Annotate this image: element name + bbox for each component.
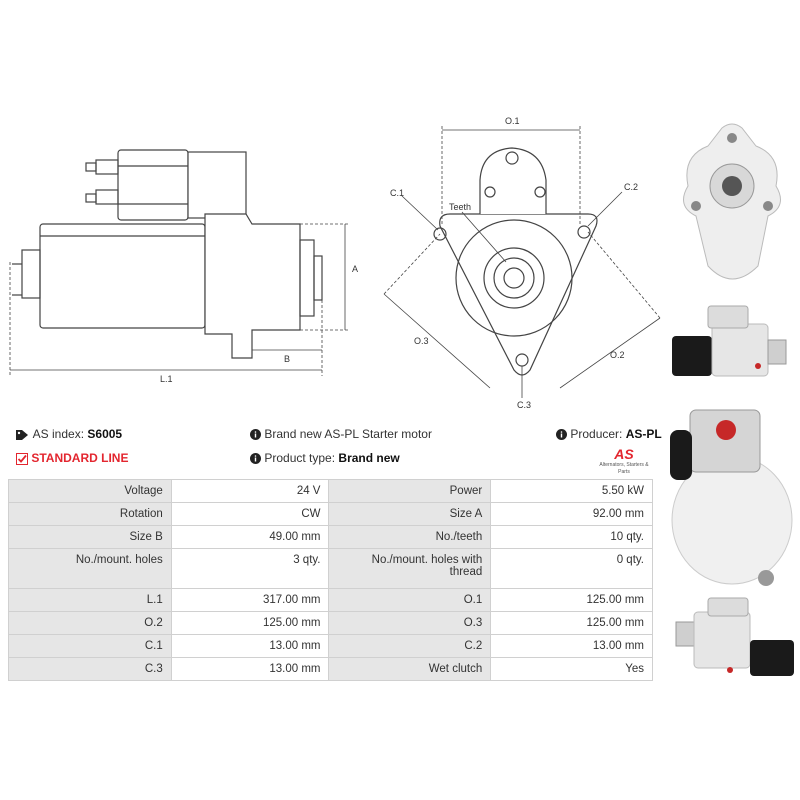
table-row [9,526,653,549]
spec-label: O.2 [9,612,172,635]
spec-label: C.3 [9,658,172,681]
spec-value: 125.00 mm [171,612,329,635]
spec-label: O.1 [329,589,491,612]
spec-label: Voltage [9,480,172,503]
dim-c3-label: C.3 [517,400,532,410]
teeth-label: Teeth [449,202,472,212]
spec-label: Power [329,480,491,503]
spec-label: L.1 [9,589,172,612]
spec-value: 13.00 mm [491,635,653,658]
product-photo-angle [668,596,796,682]
spec-label: No./teeth [329,526,491,549]
info-icon [250,453,261,464]
spec-label: C.1 [9,635,172,658]
spec-label: No./mount. holes with thread [329,549,491,589]
info-icon [250,429,261,440]
tags-icon [16,429,30,441]
as-index-row [16,427,122,441]
product-photo-side [668,300,796,382]
spec-value: 13.00 mm [171,658,329,681]
dim-l1-label: L.1 [160,374,173,384]
as-pl-logo [594,446,654,474]
standard-line-row [16,451,128,465]
dim-o1-label: O.1 [505,116,520,126]
spec-label: Rotation [9,503,172,526]
dim-a-label: A [352,264,359,274]
as-index-value: S6005 [87,427,123,441]
table-row [9,480,653,503]
as-index-label: AS index: [32,427,85,441]
spec-value: 0 qty. [491,549,653,589]
product-photo-front [668,116,796,292]
producer-value: AS-PL [625,427,662,441]
description-text: Brand new AS-PL Starter motor [264,427,432,441]
spec-value: 317.00 mm [171,589,329,612]
table-row [9,549,653,589]
dim-c2-label: C.2 [624,182,639,192]
logo-mark: AS [614,446,634,462]
spec-value: 10 qty. [491,526,653,549]
table-row [9,658,653,681]
dim-b-label: B [284,354,291,364]
dim-o2-label: O.2 [610,350,625,360]
table-row [9,612,653,635]
spec-value: 3 qty. [171,549,329,589]
product-type-row [250,451,400,465]
dim-c1-label: C.1 [390,188,405,198]
spec-label: C.2 [329,635,491,658]
spec-label: No./mount. holes [9,549,172,589]
table-row [9,635,653,658]
table-row [9,589,653,612]
spec-label: Size B [9,526,172,549]
table-row [9,503,653,526]
spec-value: CW [171,503,329,526]
specs-table [8,479,653,681]
spec-label: Wet clutch [329,658,491,681]
spec-value: 24 V [171,480,329,503]
standard-line-label: STANDARD LINE [31,451,129,465]
description-row [250,427,432,441]
producer-row [556,427,662,441]
spec-value: Yes [491,658,653,681]
product-type-value: Brand new [338,451,400,465]
spec-value: 125.00 mm [491,612,653,635]
spec-label: O.3 [329,612,491,635]
logo-tagline: Alternators, Starters & Parts [599,462,649,475]
product-photo-rear [668,390,796,590]
info-icon [556,429,567,440]
spec-value: 92.00 mm [491,503,653,526]
dim-o3-label: O.3 [414,336,429,346]
front-view-drawing [0,0,680,420]
product-type-label: Product type: [264,451,336,465]
spec-value: 5.50 kW [491,480,653,503]
checkbox-checked-icon [16,453,28,465]
spec-value: 13.00 mm [171,635,329,658]
spec-value: 125.00 mm [491,589,653,612]
spec-value: 49.00 mm [171,526,329,549]
producer-label: Producer: [570,427,623,441]
spec-label: Size A [329,503,491,526]
